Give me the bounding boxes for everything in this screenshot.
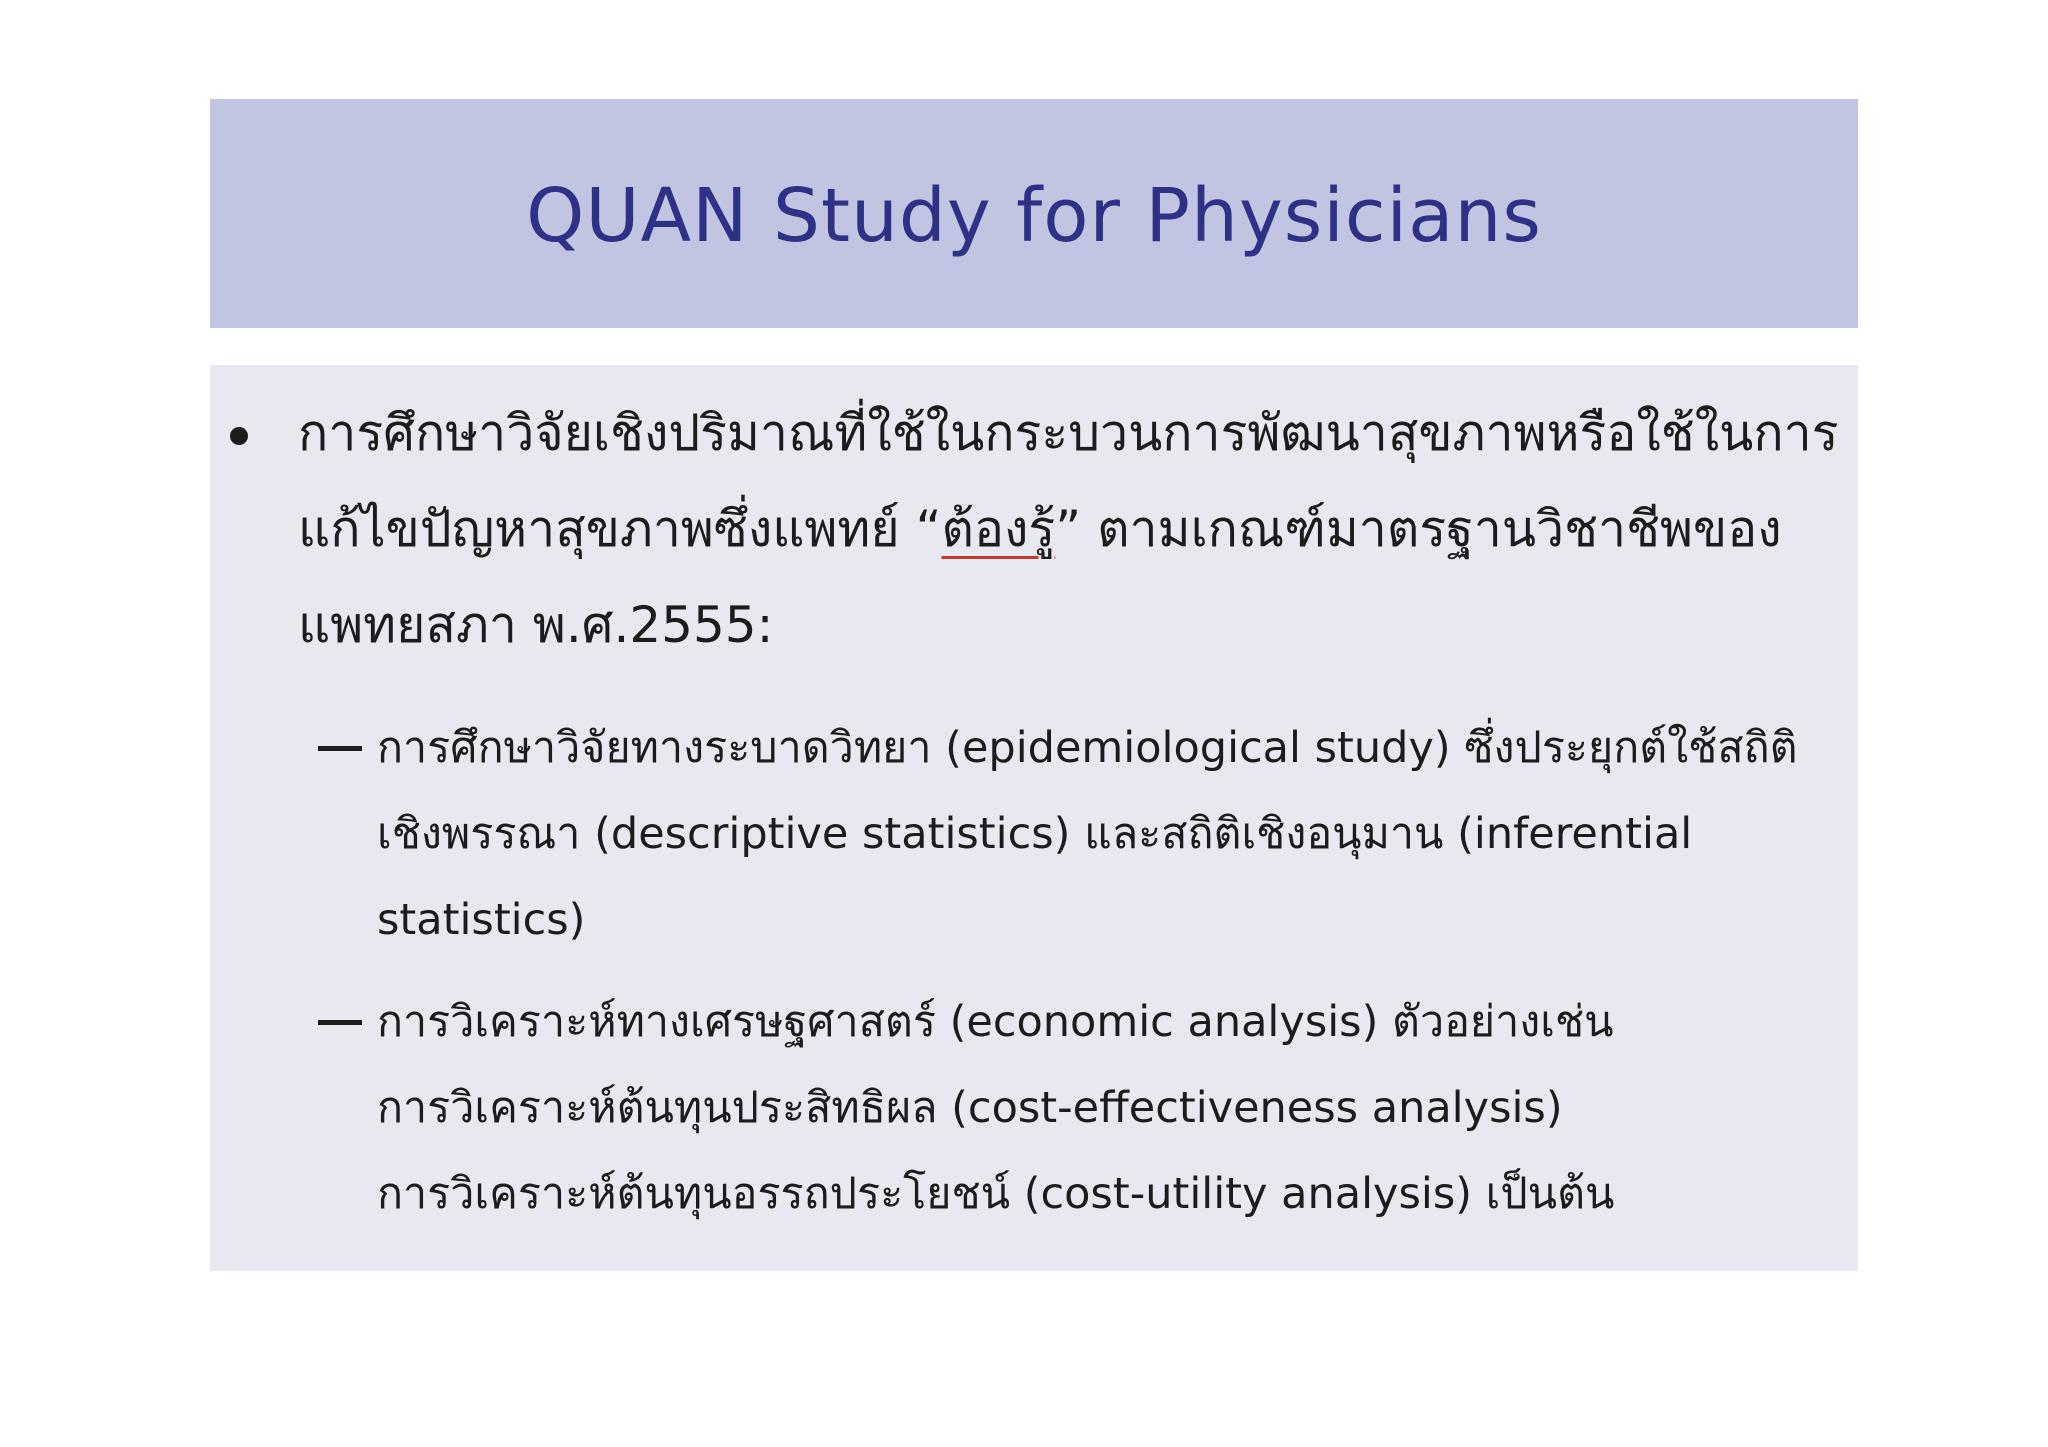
dash-icon — [318, 1020, 362, 1025]
sub-item-line: การวิเคราะห์ต้นทุนประสิทธิผล (cost-effectiveness analysis) — [377, 1083, 1563, 1133]
emphasis-word: ต้องรู้ — [941, 500, 1056, 558]
slide-title-band — [210, 99, 1858, 328]
sub-item-line: การวิเคราะห์ทางเศรษฐศาสตร์ (economic analysis) ตัวอย่างเช่น — [377, 997, 1614, 1047]
sub-item-text: การศึกษาวิจัยทางระบาดวิทยา (epidemiological study) ซึ่งประยุกต์ใช้สถิติเชิงพรรณา (descriptive statistics) และสถิติเชิงอนุมาน (inferential statistics) — [377, 723, 1798, 945]
sub-item-line: การวิเคราะห์ต้นทุนอรรถประโยชน์ (cost-utility analysis) เป็นต้น — [377, 1169, 1615, 1219]
bullet-dot-icon — [230, 427, 248, 445]
content-panel — [210, 365, 1858, 1271]
bullet-text — [298, 385, 1848, 673]
bullet-text-lead: การศึกษาวิจัยเชิงปริมาณที่ใช้ในกระบวนการพัฒนาสุขภาพหรือใช้ในการแก้ไขปัญหาสุขภาพซึ่งแพทย์ “ — [298, 404, 1839, 558]
dash-icon — [318, 746, 362, 751]
slide-title: QUAN Study for Physicians — [526, 172, 1542, 259]
bullet-text-tail: ” ตามเกณฑ์มาตรฐานวิชาชีพของแพทยสภา พ.ศ.2555: — [298, 500, 1782, 654]
sub-item-text — [377, 979, 1852, 1237]
